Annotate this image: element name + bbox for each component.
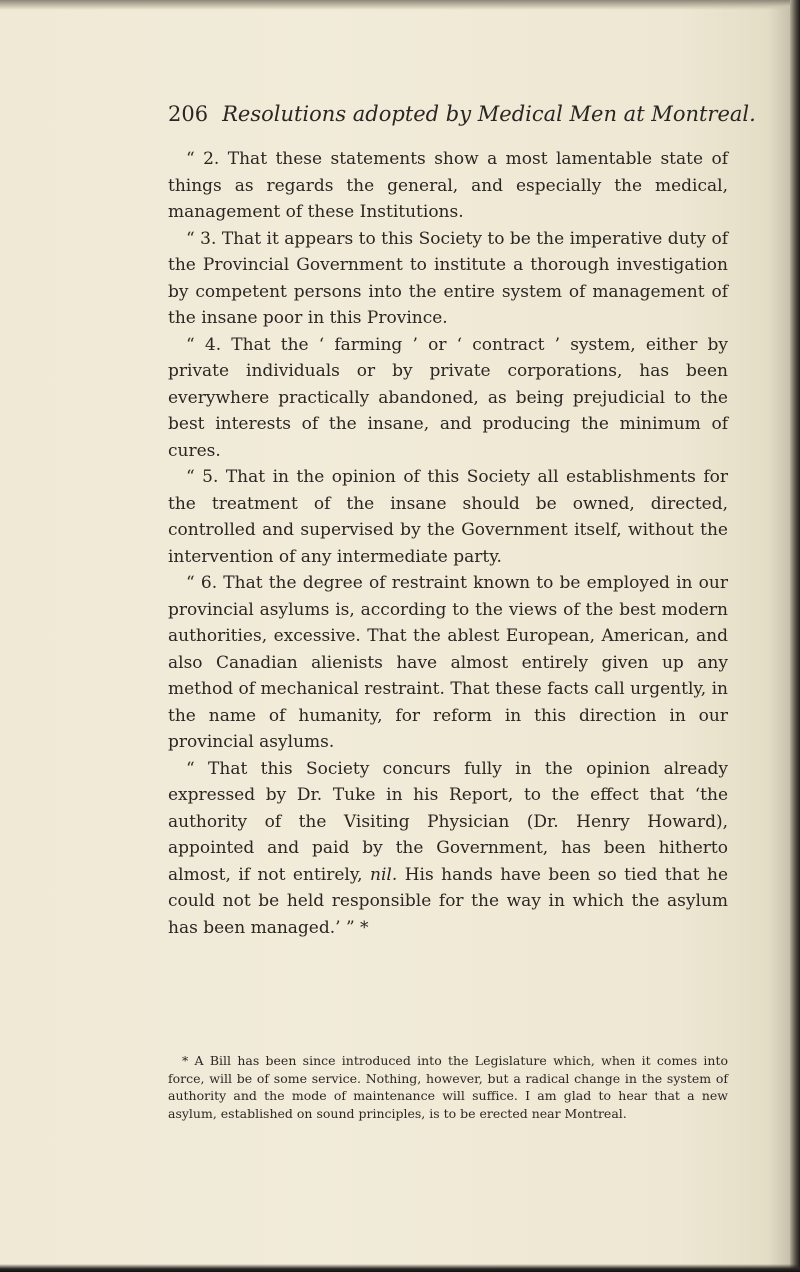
resolution-paragraph-concurrence: [168, 756, 728, 942]
concurrence-text-end: His hands have been so tied that he could not be held responsible for the way in which the asylum has been managed.’ ” *: [168, 864, 728, 938]
page-bottom-edge: [0, 1264, 800, 1272]
page-binding-edge: [790, 0, 800, 1272]
footnote-text: * A Bill has been since introduced into the Legislature which, when it comes into force, will be of some service. Nothing, however, but a radical change in the system of authority and the mode of maintenance will suffice. I am glad to hear that a new asylum, established on sound principles, is to be erected near Montreal.: [168, 1053, 728, 1121]
resolution-paragraph-4: “ 4. That the ‘ farming ’ or ‘ contract ’ system, either by private individuals or by private corporations, has been everywhere practically abandoned, as being prejudicial to the best interests of the insane, and producing the minimum of cures.: [168, 334, 728, 461]
resolution-paragraph-3: “ 3. That it appears to this Society to be the imperative duty of the Provincial Government to institute a thorough investigation by competent persons into the entire system of management of the insane poor in this Province.: [168, 228, 728, 328]
resolution-paragraph-5: “ 5. That in the opinion of this Society all establishments for the treatment of the insane should be owned, directed, controlled and supervised by the Government itself, without the intervention of any intermediate party.: [168, 467, 728, 567]
concurrence-text-italic: nil.: [370, 864, 398, 885]
page-number: 206: [168, 102, 209, 126]
main-text: [168, 146, 728, 941]
concurrence-text-start: “ That this Society concurs fully in the opinion already expressed by Dr. Tuke in his Report, to the effect that ‘the authority of the Visiting Physician (Dr. Henry Howard), appointed and paid by the Government, has been hitherto almost, if not entirely,: [168, 758, 728, 885]
page-top-shadow: [0, 0, 800, 10]
page-header: [168, 100, 756, 128]
resolution-paragraph-6: “ 6. That the degree of restraint known to be employed in our provincial asylums is, according to the views of the best modern authorities, excessive. That the ablest European, American, and also Canadian alienists have almost entirely given up any method of mechanical restraint. That these facts call urgently, in the name of humanity, for reform in this direction in our provincial asylums.: [168, 573, 728, 752]
resolution-paragraph-2: “ 2. That these statements show a most lamentable state of things as regards the general, and especially the medical, management of these Institutions.: [168, 149, 728, 222]
footnote: [168, 1052, 728, 1122]
running-title: Resolutions adopted by Medical Men at Montreal.: [222, 102, 756, 126]
